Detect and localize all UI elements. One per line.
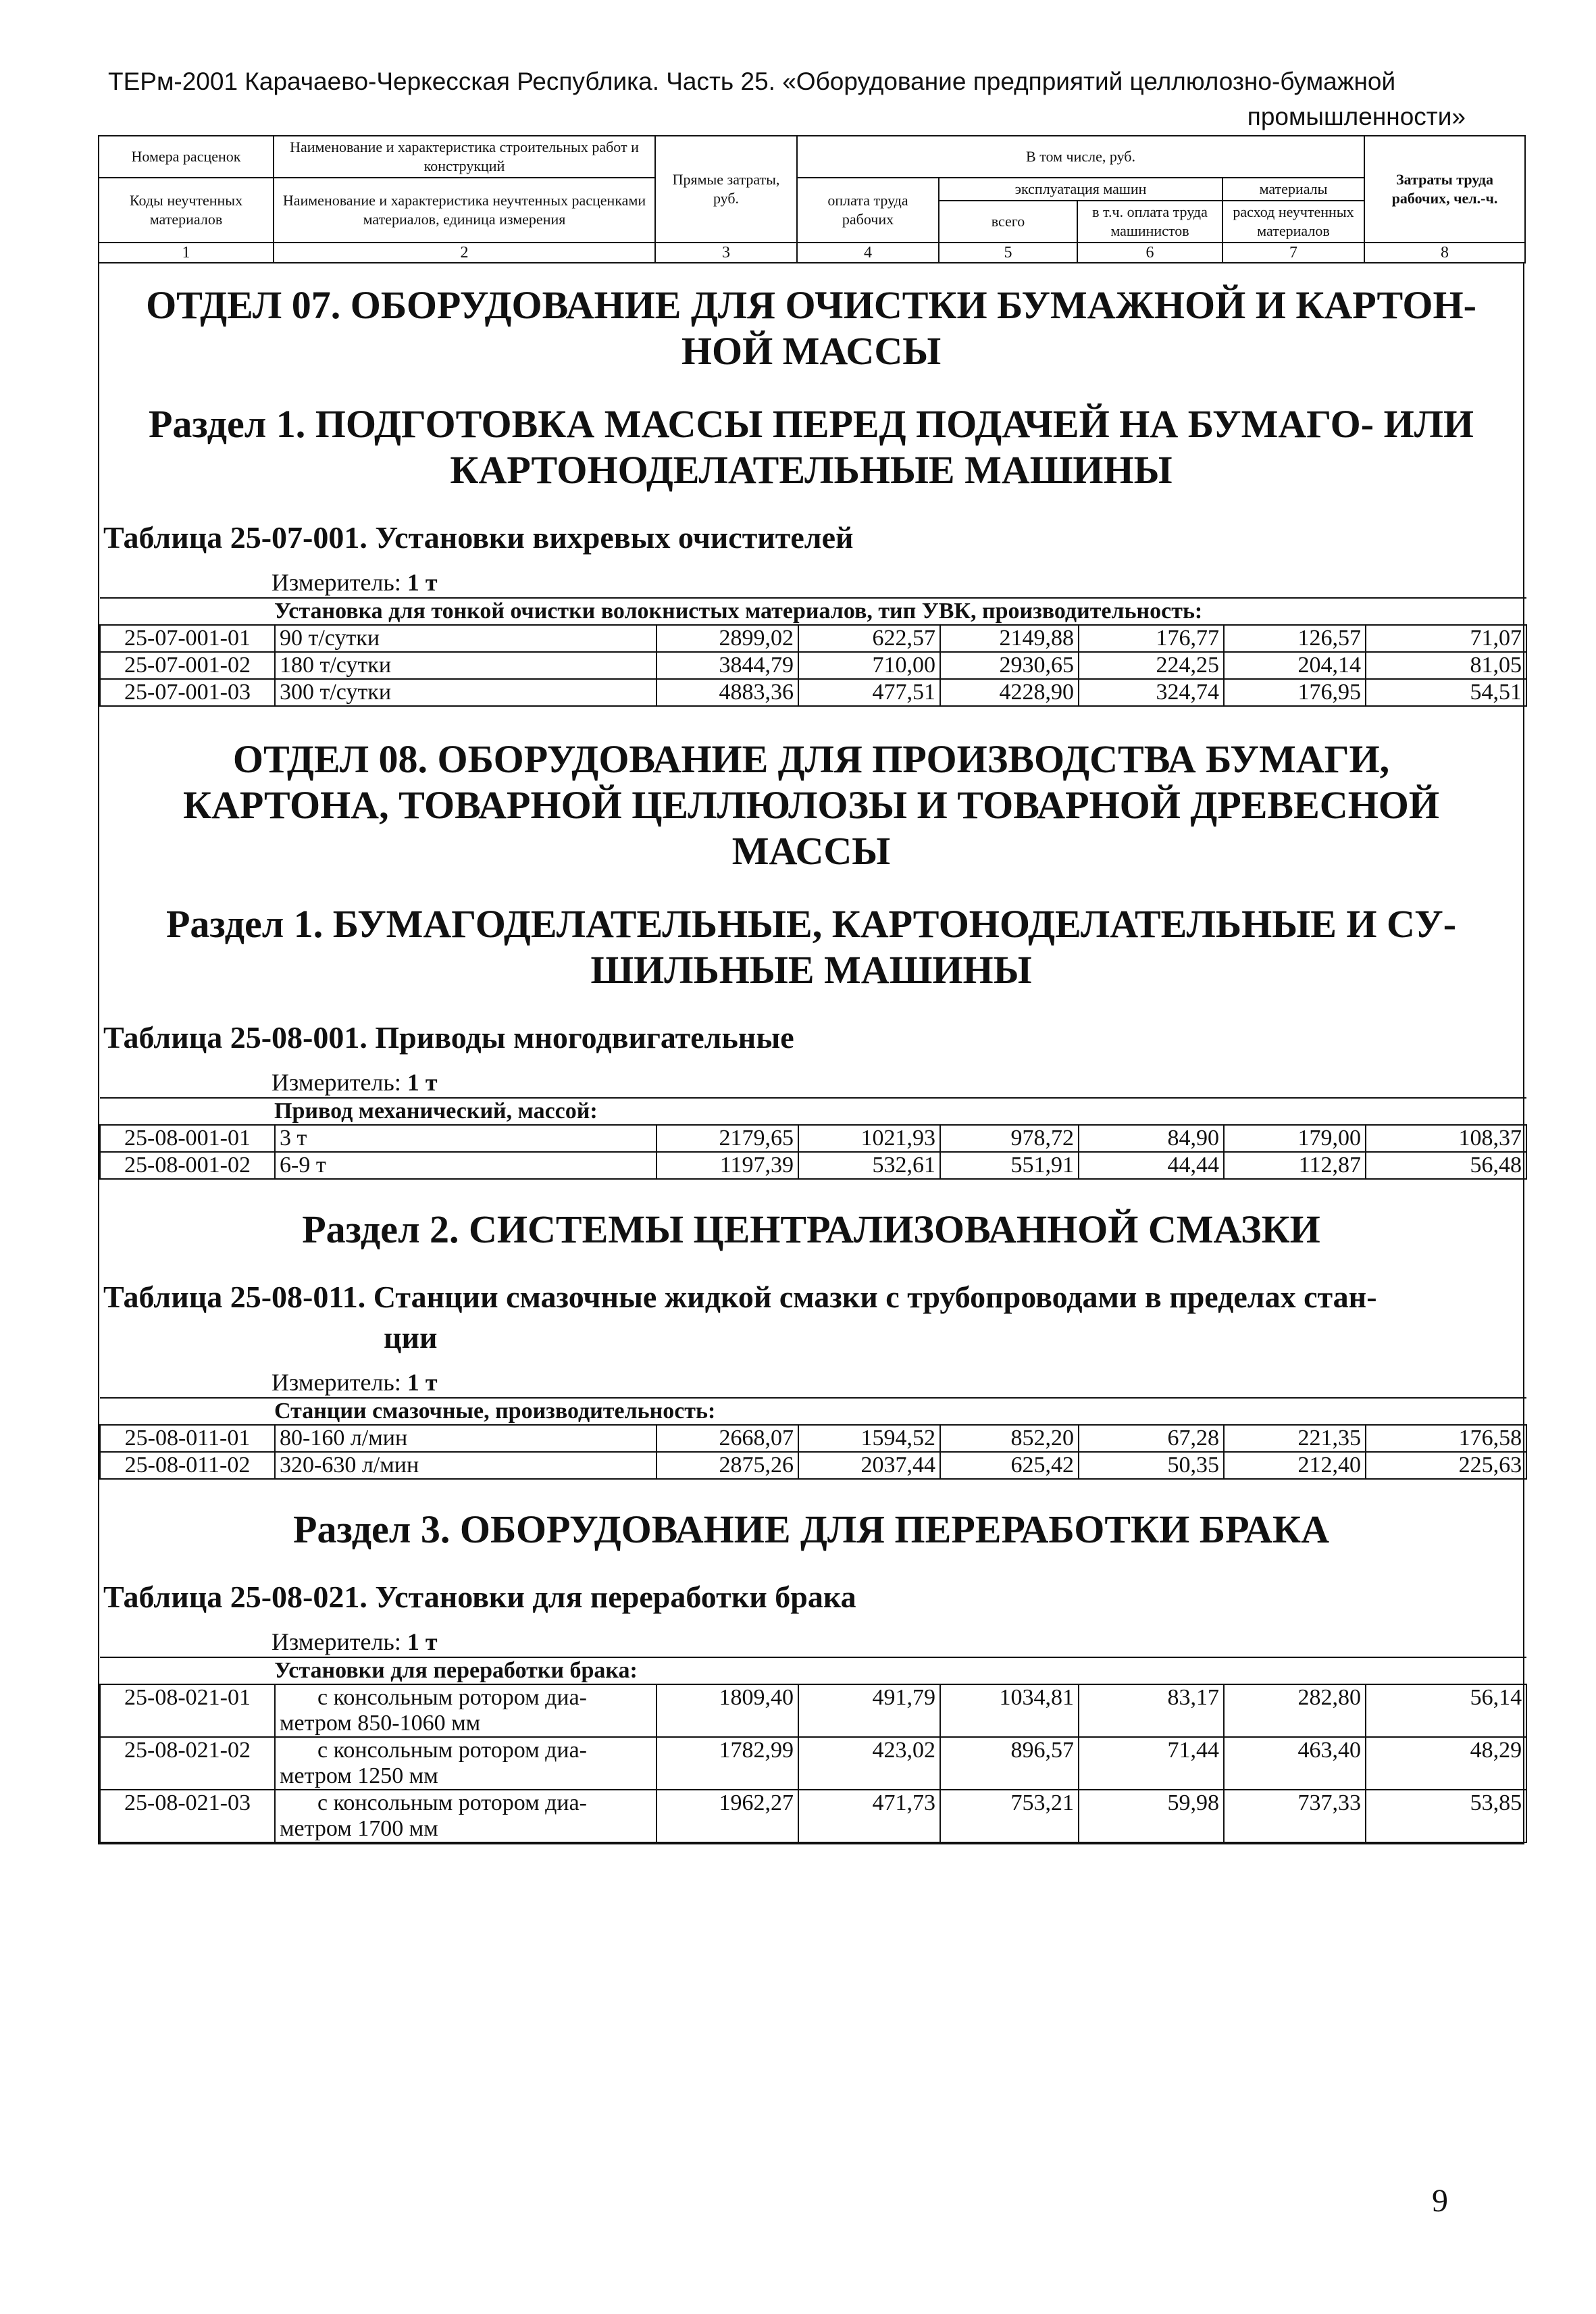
table-title-line1: Таблица 25-08-011. Станции смазочные жидкой смазки с трубопроводами в пределах стан- xyxy=(103,1280,1377,1314)
col-number-7: 7 xyxy=(1222,243,1364,263)
col-materials-sub: расход неучтенных материалов xyxy=(1222,201,1364,243)
cell-materials: 112,87 xyxy=(1224,1152,1366,1179)
cell-labor-cost: 108,37 xyxy=(1366,1125,1526,1152)
table-row xyxy=(100,1684,1526,1737)
cell-labor: 622,57 xyxy=(798,625,940,652)
col-number-3: 3 xyxy=(655,243,797,263)
cell-machinists: 324,74 xyxy=(1079,679,1224,706)
cell-labor-cost: 56,14 xyxy=(1366,1684,1526,1737)
table-row xyxy=(100,1737,1526,1790)
cell-labor-cost: 53,85 xyxy=(1366,1790,1526,1842)
measure-value: 1 т xyxy=(407,1628,438,1655)
group-label: Станции смазочные, производительность: xyxy=(100,1398,1526,1425)
cell-direct: 2179,65 xyxy=(657,1125,798,1152)
cell-code: 25-08-001-02 xyxy=(100,1152,275,1179)
col-number-1: 1 xyxy=(99,243,274,263)
table-25-08-011 xyxy=(99,1397,1527,1480)
col-code-bottom: Коды неучтенных материалов xyxy=(99,178,274,243)
table-25-08-021-measure xyxy=(99,1617,1523,1657)
dept08-section2-heading: Раздел 2. СИСТЕМЫ ЦЕНТРАЛИЗОВАННОЙ СМАЗКИ xyxy=(302,1207,1320,1251)
cell-machinists: 71,44 xyxy=(1079,1737,1224,1790)
cell-machines: 2149,88 xyxy=(940,625,1079,652)
col-number-8: 8 xyxy=(1364,243,1525,263)
cell-labor: 471,73 xyxy=(798,1790,940,1842)
cell-name: 3 т xyxy=(275,1125,657,1152)
measure-value: 1 т xyxy=(407,1069,438,1096)
cell-direct: 1809,40 xyxy=(657,1684,798,1737)
cell-name: 320-630 л/мин xyxy=(275,1452,657,1479)
cell-name-line1: с консольным ротором диа- xyxy=(317,1790,587,1815)
document-sheet xyxy=(98,135,1524,2094)
col-number-5: 5 xyxy=(939,243,1077,263)
cell-code: 25-08-021-03 xyxy=(100,1790,275,1842)
col-materials: материалы xyxy=(1222,178,1364,201)
col-name-bottom: Наименование и характеристика неучтенных расценками материалов, единица измерения xyxy=(274,178,655,243)
col-including: В том числе, руб. xyxy=(797,136,1364,178)
cell-materials: 221,35 xyxy=(1224,1425,1366,1452)
table-row xyxy=(100,1790,1526,1842)
cell-direct: 1782,99 xyxy=(657,1737,798,1790)
dept08-section3-heading: Раздел 3. ОБОРУДОВАНИЕ ДЛЯ ПЕРЕРАБОТКИ БРАКА xyxy=(293,1507,1329,1551)
cell-name: 180 т/сутки xyxy=(275,652,657,679)
dept08-section1-heading: Раздел 1. БУМАГОДЕЛАТЕЛЬНЫЕ, КАРТОНОДЕЛАТЕЛЬНЫЕ И СУ-ШИЛЬНЫЕ МАШИНЫ xyxy=(165,902,1457,992)
measure-label: Измеритель: xyxy=(272,1069,401,1096)
cell-direct: 2899,02 xyxy=(657,625,798,652)
col-labor-cost: Затраты труда рабочих, чел.-ч. xyxy=(1364,136,1525,243)
cell-code: 25-07-001-01 xyxy=(100,625,275,652)
col-code-top: Номера расценок xyxy=(99,136,274,178)
cell-labor: 710,00 xyxy=(798,652,940,679)
dept07-heading: ОТДЕЛ 07. ОБОРУДОВАНИЕ ДЛЯ ОЧИСТКИ БУМАЖНОЙ И КАРТОН-НОЙ МАССЫ xyxy=(146,283,1476,373)
cell-name-line2: метром 1250 мм xyxy=(280,1763,438,1788)
col-machinists: в т.ч. оплата труда машинистов xyxy=(1077,201,1222,243)
dept08-heading: ОТДЕЛ 08. ОБОРУДОВАНИЕ ДЛЯ ПРОИЗВОДСТВА БУМАГИ, КАРТОНА, ТОВАРНОЙ ЦЕЛЛЮЛОЗЫ И ТОВАРНОЙ ДРЕВЕСНОЙ МАССЫ xyxy=(182,737,1440,873)
cell-name-line1: с консольным ротором диа- xyxy=(317,1685,587,1710)
cell-labor: 477,51 xyxy=(798,679,940,706)
cell-name xyxy=(275,1737,657,1790)
cell-machinists: 67,28 xyxy=(1079,1425,1224,1452)
table-25-08-021 xyxy=(99,1657,1527,1843)
cell-materials: 176,95 xyxy=(1224,679,1366,706)
cell-machinists: 50,35 xyxy=(1079,1452,1224,1479)
cell-name: 90 т/сутки xyxy=(275,625,657,652)
cell-labor: 491,79 xyxy=(798,1684,940,1737)
measure-label: Измеритель: xyxy=(272,1628,401,1655)
cell-labor-cost: 71,07 xyxy=(1366,625,1526,652)
table-25-08-021-title: Таблица 25-08-021. Установки для переработки брака xyxy=(103,1580,856,1614)
group-label: Привод механический, массой: xyxy=(100,1098,1526,1125)
cell-materials: 212,40 xyxy=(1224,1452,1366,1479)
dept07-section1-heading: Раздел 1. ПОДГОТОВКА МАССЫ ПЕРЕД ПОДАЧЕЙ НА БУМАГО- ИЛИ КАРТОНОДЕЛАТЕЛЬНЫЕ МАШИНЫ xyxy=(148,402,1474,492)
cell-materials: 282,80 xyxy=(1224,1684,1366,1737)
cell-name-line2: метром 850-1060 мм xyxy=(280,1711,481,1736)
cell-code: 25-08-021-02 xyxy=(100,1737,275,1790)
table-row xyxy=(100,1125,1526,1152)
table-25-08-001 xyxy=(99,1097,1527,1180)
cell-name-line2: метром 1700 мм xyxy=(280,1816,438,1841)
cell-machinists: 84,90 xyxy=(1079,1125,1224,1152)
cell-machines: 551,91 xyxy=(940,1152,1079,1179)
column-header-table xyxy=(98,135,1526,263)
cell-code: 25-08-011-02 xyxy=(100,1452,275,1479)
cell-labor: 1021,93 xyxy=(798,1125,940,1152)
cell-direct: 4883,36 xyxy=(657,679,798,706)
col-labor: оплата труда рабочих xyxy=(797,178,939,243)
running-header-line1: ТЕРм-2001 Карачаево-Черкесская Республика. Часть 25. «Оборудование предприятий целлюлозно-бумажной xyxy=(108,68,1396,95)
cell-name: 80-160 л/мин xyxy=(275,1425,657,1452)
table-row xyxy=(100,679,1526,706)
table-row xyxy=(100,625,1526,652)
cell-name-line1: с консольным ротором диа- xyxy=(317,1738,587,1763)
table-25-08-001-measure xyxy=(99,1058,1523,1097)
cell-machines: 2930,65 xyxy=(940,652,1079,679)
document-body xyxy=(98,263,1524,1844)
cell-code: 25-08-001-01 xyxy=(100,1125,275,1152)
cell-labor-cost: 54,51 xyxy=(1366,679,1526,706)
table-title-line2: ции xyxy=(384,1320,438,1355)
cell-code: 25-08-011-01 xyxy=(100,1425,275,1452)
page-number: 9 xyxy=(1432,2183,1448,2219)
measure-label: Измеритель: xyxy=(272,1369,401,1396)
table-row xyxy=(100,1452,1526,1479)
cell-name: 300 т/сутки xyxy=(275,679,657,706)
table-25-07-001-title: Таблица 25-07-001. Установки вихревых очистителей xyxy=(103,520,854,555)
cell-name xyxy=(275,1790,657,1842)
cell-code: 25-07-001-02 xyxy=(100,652,275,679)
cell-labor-cost: 81,05 xyxy=(1366,652,1526,679)
table-25-07-001 xyxy=(99,597,1527,707)
cell-name: 6-9 т xyxy=(275,1152,657,1179)
col-number-4: 4 xyxy=(797,243,939,263)
cell-machines: 1034,81 xyxy=(940,1684,1079,1737)
measure-value: 1 т xyxy=(407,569,438,596)
cell-machinists: 59,98 xyxy=(1079,1790,1224,1842)
group-label: Установка для тонкой очистки волокнистых материалов, тип УВК, производительность: xyxy=(100,598,1526,625)
cell-machines: 4228,90 xyxy=(940,679,1079,706)
running-header-line2: промышленности» xyxy=(1247,103,1466,130)
table-25-08-011-title xyxy=(99,1253,1523,1358)
cell-machines: 896,57 xyxy=(940,1737,1079,1790)
cell-machinists: 176,77 xyxy=(1079,625,1224,652)
cell-materials: 179,00 xyxy=(1224,1125,1366,1152)
col-machines: эксплуатация машин xyxy=(939,178,1222,201)
cell-labor-cost: 225,63 xyxy=(1366,1452,1526,1479)
cell-labor-cost: 48,29 xyxy=(1366,1737,1526,1790)
cell-materials: 463,40 xyxy=(1224,1737,1366,1790)
cell-materials: 204,14 xyxy=(1224,652,1366,679)
col-number-6: 6 xyxy=(1077,243,1222,263)
cell-code: 25-07-001-03 xyxy=(100,679,275,706)
table-25-08-011-measure xyxy=(99,1358,1523,1397)
cell-labor-cost: 56,48 xyxy=(1366,1152,1526,1179)
table-row xyxy=(100,1425,1526,1452)
cell-machines: 625,42 xyxy=(940,1452,1079,1479)
cell-machines: 753,21 xyxy=(940,1790,1079,1842)
col-direct: Прямые затраты, руб. xyxy=(655,136,797,243)
cell-labor: 532,61 xyxy=(798,1152,940,1179)
cell-labor: 423,02 xyxy=(798,1737,940,1790)
cell-labor-cost: 176,58 xyxy=(1366,1425,1526,1452)
measure-label: Измеритель: xyxy=(272,569,401,596)
cell-machines: 978,72 xyxy=(940,1125,1079,1152)
cell-machines: 852,20 xyxy=(940,1425,1079,1452)
cell-labor: 1594,52 xyxy=(798,1425,940,1452)
col-number-2: 2 xyxy=(274,243,655,263)
measure-value: 1 т xyxy=(407,1369,438,1396)
running-header xyxy=(108,64,1466,134)
cell-machinists: 44,44 xyxy=(1079,1152,1224,1179)
table-row xyxy=(100,652,1526,679)
cell-code: 25-08-021-01 xyxy=(100,1684,275,1737)
col-machines-total: всего xyxy=(939,201,1077,243)
cell-direct: 2668,07 xyxy=(657,1425,798,1452)
cell-machinists: 83,17 xyxy=(1079,1684,1224,1737)
cell-labor: 2037,44 xyxy=(798,1452,940,1479)
cell-direct: 3844,79 xyxy=(657,652,798,679)
cell-direct: 1962,27 xyxy=(657,1790,798,1842)
cell-materials: 126,57 xyxy=(1224,625,1366,652)
table-25-07-001-measure xyxy=(99,558,1523,597)
col-name-top: Наименование и характеристика строительных работ и конструкций xyxy=(274,136,655,178)
cell-direct: 1197,39 xyxy=(657,1152,798,1179)
cell-name xyxy=(275,1684,657,1737)
group-label: Установки для переработки брака: xyxy=(100,1657,1526,1684)
cell-materials: 737,33 xyxy=(1224,1790,1366,1842)
table-25-08-001-title: Таблица 25-08-001. Приводы многодвигательные xyxy=(103,1020,794,1055)
cell-machinists: 224,25 xyxy=(1079,652,1224,679)
cell-direct: 2875,26 xyxy=(657,1452,798,1479)
table-row xyxy=(100,1152,1526,1179)
